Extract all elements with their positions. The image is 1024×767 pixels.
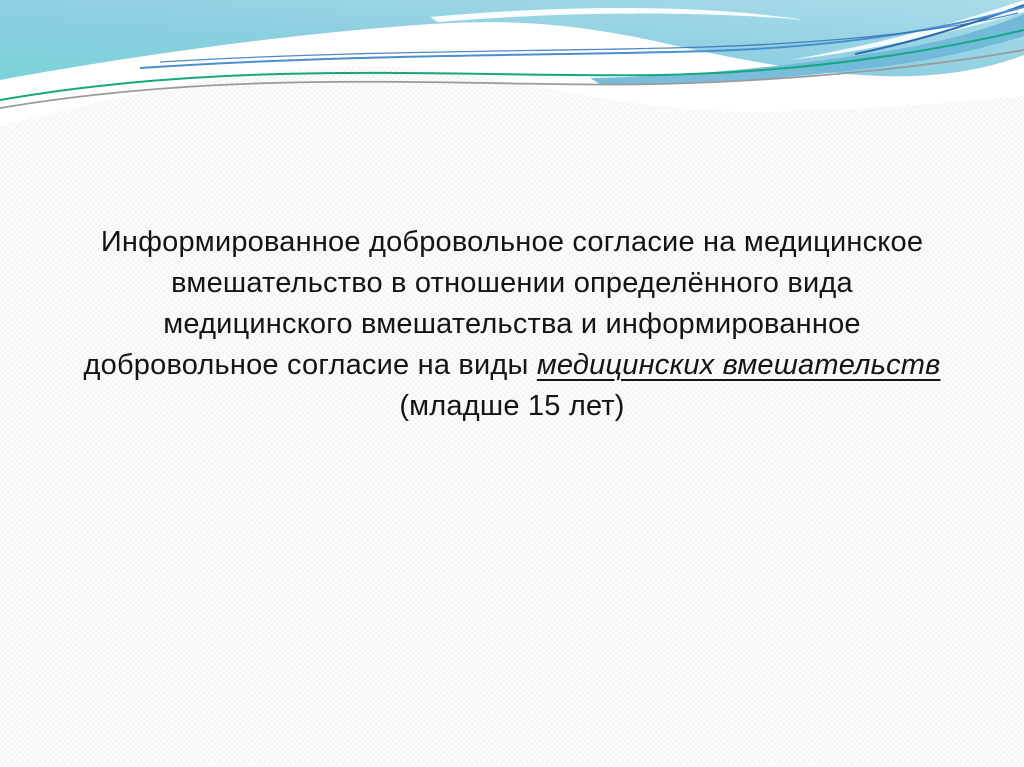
title-line-4-emphasis-underlined: медицинских вмешательств (536, 349, 941, 381)
header-wave-decoration (0, 0, 1024, 160)
title-line-2: вмешательство в отношении определённого вида (171, 267, 853, 299)
title-line-1: Информированное добровольное согласие на медицинское (100, 226, 924, 258)
title-line-4 (0, 345, 1024, 386)
slide-title (0, 222, 1024, 427)
title-line-5: (младше 15 лет) (399, 390, 625, 422)
title-line-4-prefix: добровольное согласие на виды (83, 349, 537, 381)
title-line-3: медицинского вмешательства и информированное (163, 308, 861, 340)
